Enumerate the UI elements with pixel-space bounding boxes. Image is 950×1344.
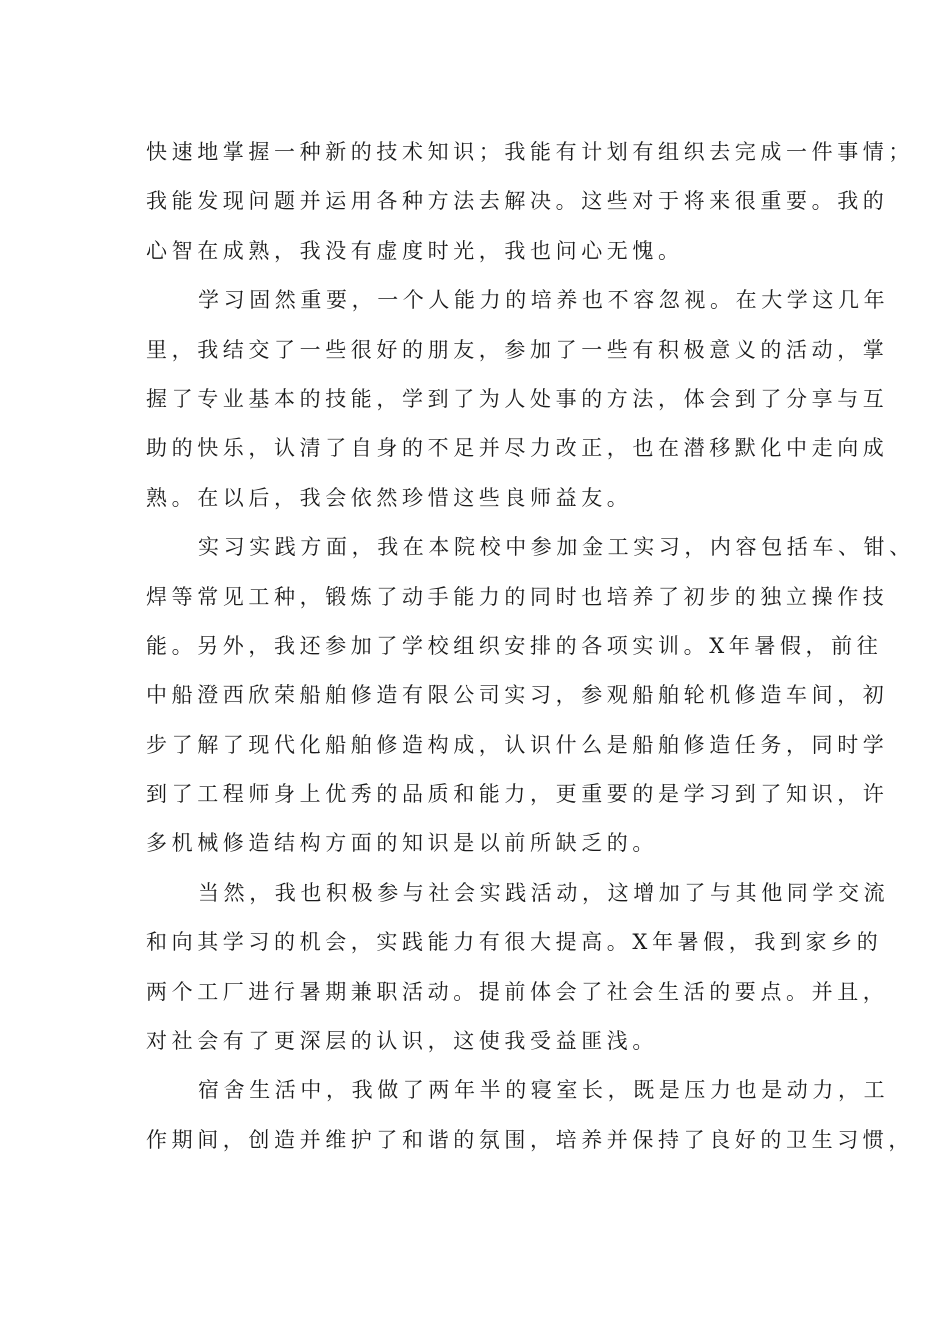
text-line: 作期间，创造并维护了和谐的氛围，培养并保持了良好的卫生习惯， [146, 1127, 914, 1152]
text-line: 多机械修造结构方面的知识是以前所缺乏的。 [146, 831, 658, 856]
text-line: 中船澄西欣荣船舶修造有限公司实习，参观船舶轮机修造车间，初 [146, 683, 889, 708]
paragraph-first-line: 宿舍生活中，我做了两年半的寝室长，既是压力也是动力，工 [198, 1078, 890, 1103]
text-line: 两个工厂进行暑期兼职活动。提前体会了社会生活的要点。并且， [146, 979, 889, 1004]
text-line: 到了工程师身上优秀的品质和能力，更重要的是学习到了知识，许 [146, 782, 889, 807]
text-line: 心智在成熟，我没有虚度时光，我也问心无愧。 [146, 238, 684, 263]
text-line: 步了解了现代化船舶修造构成，认识什么是船舶修造任务，同时学 [146, 732, 889, 757]
paragraph-first-line: 实习实践方面，我在本院校中参加金工实习，内容包括车、钳、 [198, 535, 915, 560]
text-line: 能。另外，我还参加了学校组织安排的各项实训。X年暑假，前往 [146, 633, 883, 658]
body-text [146, 128, 915, 1165]
text-line: 我能发现问题并运用各种方法去解决。这些对于将来很重要。我的 [146, 189, 889, 214]
text-line: 快速地掌握一种新的技术知识；我能有计划有组织去完成一件事情； [146, 140, 914, 164]
text-line: 助的快乐，认清了自身的不足并尽力改正，也在潜移默化中走向成 [146, 436, 889, 461]
text-line: 熟。在以后，我会依然珍惜这些良师益友。 [146, 485, 633, 510]
text-line: 对社会有了更深层的认识，这使我受益匪浅。 [146, 1029, 658, 1054]
text-line: 握了专业基本的技能，学到了为人处事的方法，体会到了分享与互 [146, 386, 889, 411]
text-line: 焊等常见工种，锻炼了动手能力的同时也培养了初步的独立操作技 [146, 584, 889, 609]
paragraph-first-line: 学习固然重要，一个人能力的培养也不容忽视。在大学这几年 [198, 288, 890, 313]
paragraph-first-line: 当然，我也积极参与社会实践活动，这增加了与其他同学交流 [198, 880, 890, 905]
text-line: 和向其学习的机会，实践能力有很大提高。X年暑假，我到家乡的 [146, 930, 883, 955]
text-line: 里，我结交了一些很好的朋友，参加了一些有积极意义的活动，掌 [146, 337, 889, 362]
